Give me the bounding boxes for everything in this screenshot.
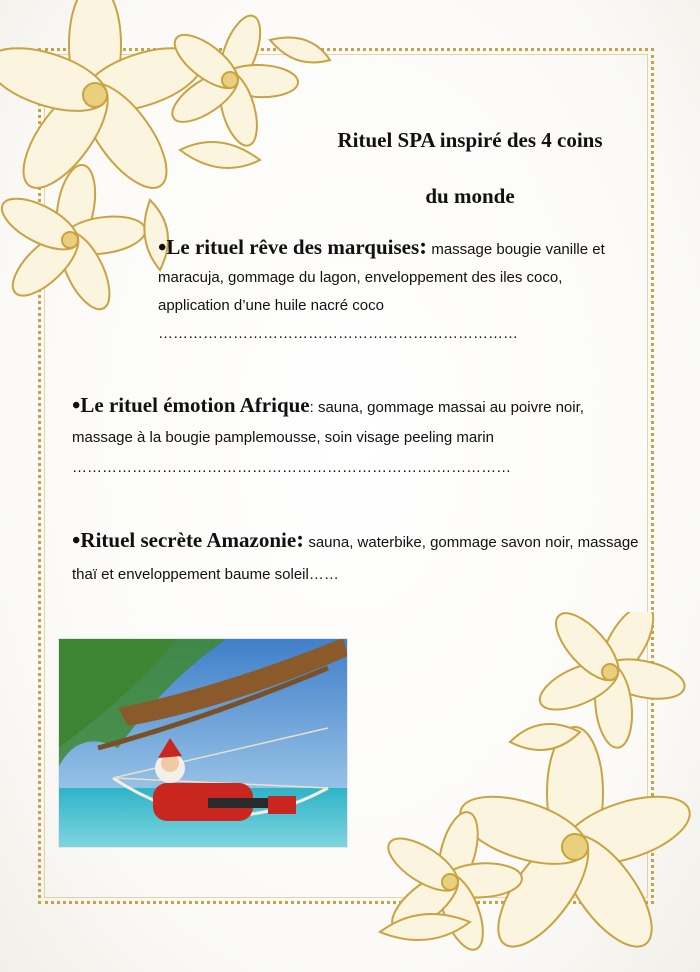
ritual-name: Rituel secrète Amazonie <box>80 528 297 552</box>
ritual-description: sauna, waterbike, gommage savon noir, massage thaï et enveloppement baume soleil…… <box>72 534 639 583</box>
ritual-separator: : <box>419 234 428 260</box>
ritual-separator: : <box>309 399 314 416</box>
bullet-icon: • <box>158 235 167 261</box>
title-line-2: du monde <box>425 184 515 208</box>
page-title <box>270 112 670 224</box>
ritual-description: sauna, gommage massai au poivre noir, massage à la bougie pamplemousse, soin visage peeling marin ……………………………………………………………….…………… <box>72 399 584 476</box>
santa-in-hammock-beach-photo <box>58 638 348 848</box>
bullet-icon: • <box>72 528 81 554</box>
plumeria-flower-icon <box>340 612 700 972</box>
ritual-name: Le rituel rêve des marquises <box>166 235 420 259</box>
ritual-item-amazonie <box>72 524 642 591</box>
title-line-1: Rituel SPA inspiré des 4 coins <box>337 128 603 152</box>
ritual-separator: : <box>296 527 305 553</box>
ritual-name: Le rituel émotion Afrique <box>80 393 310 417</box>
ritual-item-marquises <box>158 233 628 348</box>
ritual-item-afrique <box>72 390 642 483</box>
bullet-icon: • <box>72 393 81 419</box>
ritual-description: massage bougie vanille et maracuja, gommage du lagon, enveloppement des iles coco, application d’une huile nacré coco ……………………………………………………………… <box>158 241 605 342</box>
